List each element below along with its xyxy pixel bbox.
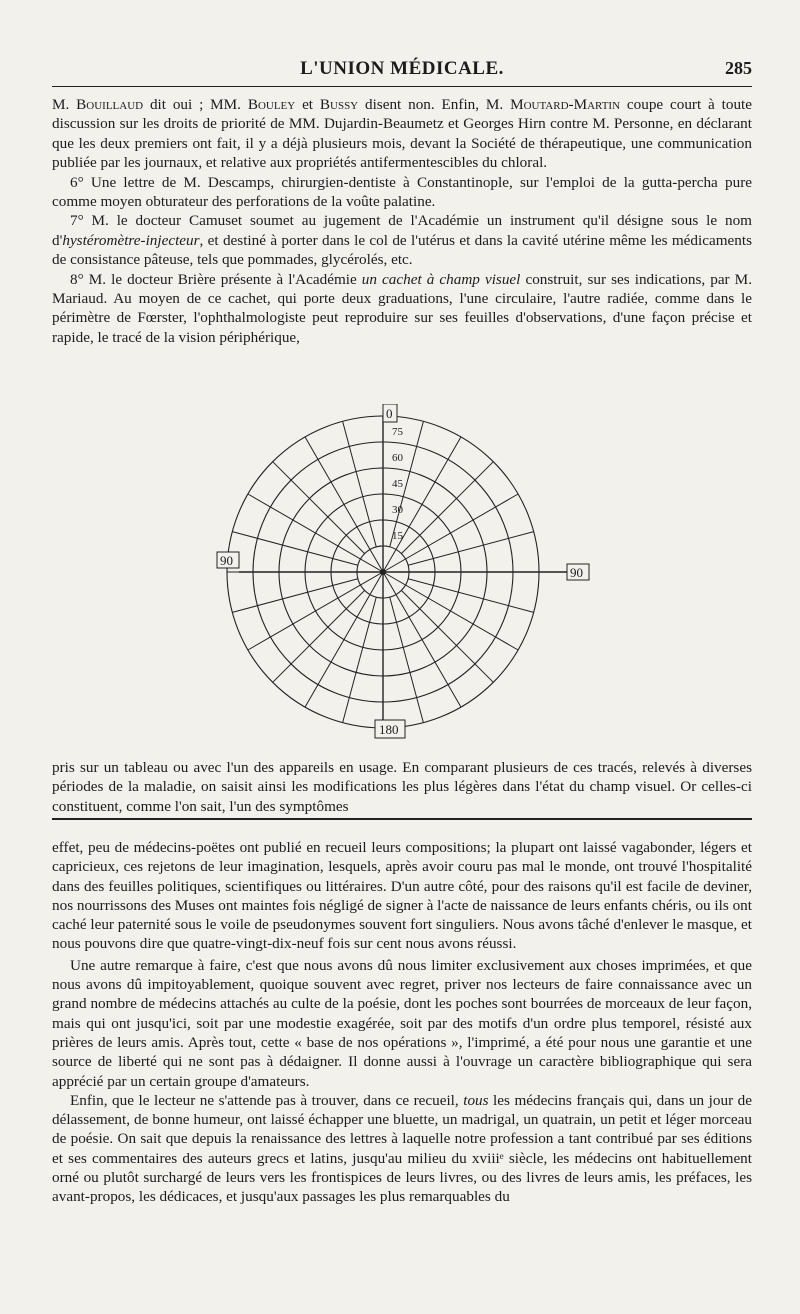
page-header — [52, 58, 752, 82]
spoke-9 — [401, 590, 493, 682]
emphasis-cachet: un cachet à champ visuel — [361, 270, 521, 288]
label-90-left: 90 — [220, 553, 233, 568]
spoke-19 — [232, 532, 358, 566]
paragraph-item-7 — [52, 211, 752, 269]
spoke-20 — [248, 494, 383, 572]
name-bussy: Bussy — [319, 96, 359, 113]
spoke-23 — [343, 421, 377, 547]
paragraph-continued: pris sur un tableau ou avec l'un des appareils en usage. En comparant plusieurs de ces tracés, relevés à diverses périodes de la maladie, on saisit ainsi les modifications les plus légères dans l'état du champ visuel. Or celles-ci constituent, comme l'on sait, l'un des symptômes — [52, 759, 752, 815]
paragraph-item-8 — [52, 270, 752, 348]
perimeter-chart — [215, 404, 591, 754]
spoke-15 — [273, 590, 365, 682]
spoke-13 — [343, 597, 377, 723]
spoke-3 — [401, 462, 493, 554]
label-60: 60 — [392, 452, 403, 464]
spoke-7 — [408, 579, 534, 613]
text-run: dit oui ; MM. — [143, 96, 248, 113]
name-bouillaud: M. Bouillaud — [52, 96, 144, 113]
label-180: 180 — [379, 722, 399, 737]
text-run: et — [295, 96, 320, 113]
label-15: 15 — [392, 530, 403, 542]
text-after-figure — [52, 758, 752, 816]
spoke-17 — [232, 579, 358, 613]
label-90-right: 90 — [570, 565, 583, 580]
paragraph-item-6: 6° Une lettre de M. Descamps, chirurgien-dentiste à Constantinople, sur l'emploi de la gutta-percha pure comme moyen obturateur des perforations de la voûte palatine. — [52, 173, 752, 211]
spoke-14 — [305, 572, 383, 707]
text-run: les médecins français qui, dans un jour de délassement, de bonne humeur, ont laissé échapper une bluette, un madrigal, un quatrain, un petit et léger morceau de poésie. On sait que depuis la renaissance des lettres à laquelle notre profession a tant contribué par ses éditions et ses commentaires des auteurs grecs et latins, jusqu'au milieu du xviiiᵉ siècle, les médecins ont habituellement orné ou plutôt surchargé de leurs vers les frontispices de leurs livres, ou des livres de leurs amis, les préfaces, les avant-propos, les dédicaces, et jusqu'aux passages les plus remarquables du — [52, 1091, 752, 1206]
header-rule — [52, 86, 752, 87]
label-0: 0 — [386, 406, 393, 421]
page-number: 285 — [725, 58, 752, 78]
spoke-21 — [273, 462, 365, 554]
spoke-11 — [390, 597, 424, 723]
visual-field-diagram — [215, 404, 591, 754]
emphasis-hysterometre: hystéromètre-injecteur — [62, 231, 200, 249]
footnote-rule — [52, 818, 752, 820]
paragraph-bouillaud — [52, 95, 752, 173]
spoke-22 — [305, 437, 383, 572]
spoke-10 — [383, 572, 461, 707]
label-75: 75 — [392, 426, 403, 438]
text-run: 7° M. le docteur Camuset soumet au jugement de l'Académie un instrument qu'il désigne sous le nom d' — [52, 212, 752, 249]
name-bouley: Bouley — [247, 96, 296, 113]
spoke-16 — [248, 572, 383, 650]
running-title: L'UNION MÉDICALE. — [300, 58, 504, 79]
text-run: , et destiné à porter dans le col de l'utérus et dans la cavité utérine même les médicaments de consistance pâteuse, tels que pommades, glycérolés, etc. — [52, 231, 752, 269]
fixation-point — [380, 569, 386, 575]
text-run: construit, sur ses indications, par M. Mariaud. Au moyen de ce cachet, qui porte deux graduations, l'une circulaire, l'autre radiée, comme dans le périmètre de Fœrster, l'ophthalmologiste peut reproduire sur ses feuilles d'observations, d'une façon précise et rapide, le tracé de la vision périphérique, — [52, 270, 752, 346]
feuilleton-paragraph-1: effet, peu de médecins-poëtes ont publié en recueil leurs compositions; la plupart ont laissé vagabonder, légers et capricieux, ces rejetons de leur imagination, lesquels, après avoir couru pas mal le monde, ont trouvé l'hospitalité dans des feuilles politiques, scientifiques ou littéraires. D'un autre côté, pour des raisons qu'il est facile de deviner, nos nourrissons des Muses ont maintes fois négligé de signer à l'acte de naissance de leurs enfants chéris, ou ils ont caché leur paternité sous le voile de pseudonymes souvent fort singuliers. Nous avons tâché d'enlever le masque, et nous pouvons dire que quatre-vingt-dix-neuf fois sur cent nous avons réussi. — [52, 839, 752, 953]
spoke-4 — [383, 494, 518, 572]
emphasis-tous: tous — [463, 1091, 489, 1109]
text-run: 8° M. le docteur Brière présente à l'Académie — [70, 270, 362, 288]
label-30: 30 — [392, 504, 403, 516]
label-45: 45 — [392, 478, 403, 490]
name-moutard-martin: Moutard-Martin — [510, 96, 621, 113]
text-run: disent non. Enfin, M. — [358, 96, 511, 113]
spoke-5 — [408, 532, 534, 566]
spoke-8 — [383, 572, 518, 650]
text-run: Enfin, que le lecteur ne s'attende pas à trouver, dans ce recueil, — [70, 1091, 464, 1109]
feuilleton-section — [52, 838, 752, 1207]
feuilleton-paragraph-3 — [52, 1091, 752, 1207]
main-text-top — [52, 95, 752, 347]
text-run: coupe court à toute discussion sur les droits de priorité de MM. Dujardin-Beaumetz et Georges Hirn contre M. Personne, en déclarant que les deux premiers ont fait, il y a déjà plusieurs mois, devant la Société de thérapeutique, une communication publiée par les journaux, et relative aux propriétés antifermentescibles du chloral. — [52, 96, 753, 172]
feuilleton-paragraph-2: Une autre remarque à faire, c'est que nous avons dû nous limiter exclusivement aux choses imprimées, et que nous avons dû impitoyablement, quoique souvent avec regret, priver nos lecteurs de faire connaissance avec un grand nombre de médecins attachés au culte de la poésie, dont les poches sont bourrées de morceaux de leur façon, mais qui ont jusqu'ici, soit par une modestie exagérée, soit par des motifs d'un ordre plus temporel, résisté aux prières de leurs amis. Après tout, cette « base de nos opérations », l'imprimé, a été pour nous une garantie et une source de liberté qui ne sont pas à dédaigner. Il donne aussi à l'ouvrage un caractère bibliographique qui sera apprécié par un certain groupe d'amateurs. — [52, 956, 752, 1090]
